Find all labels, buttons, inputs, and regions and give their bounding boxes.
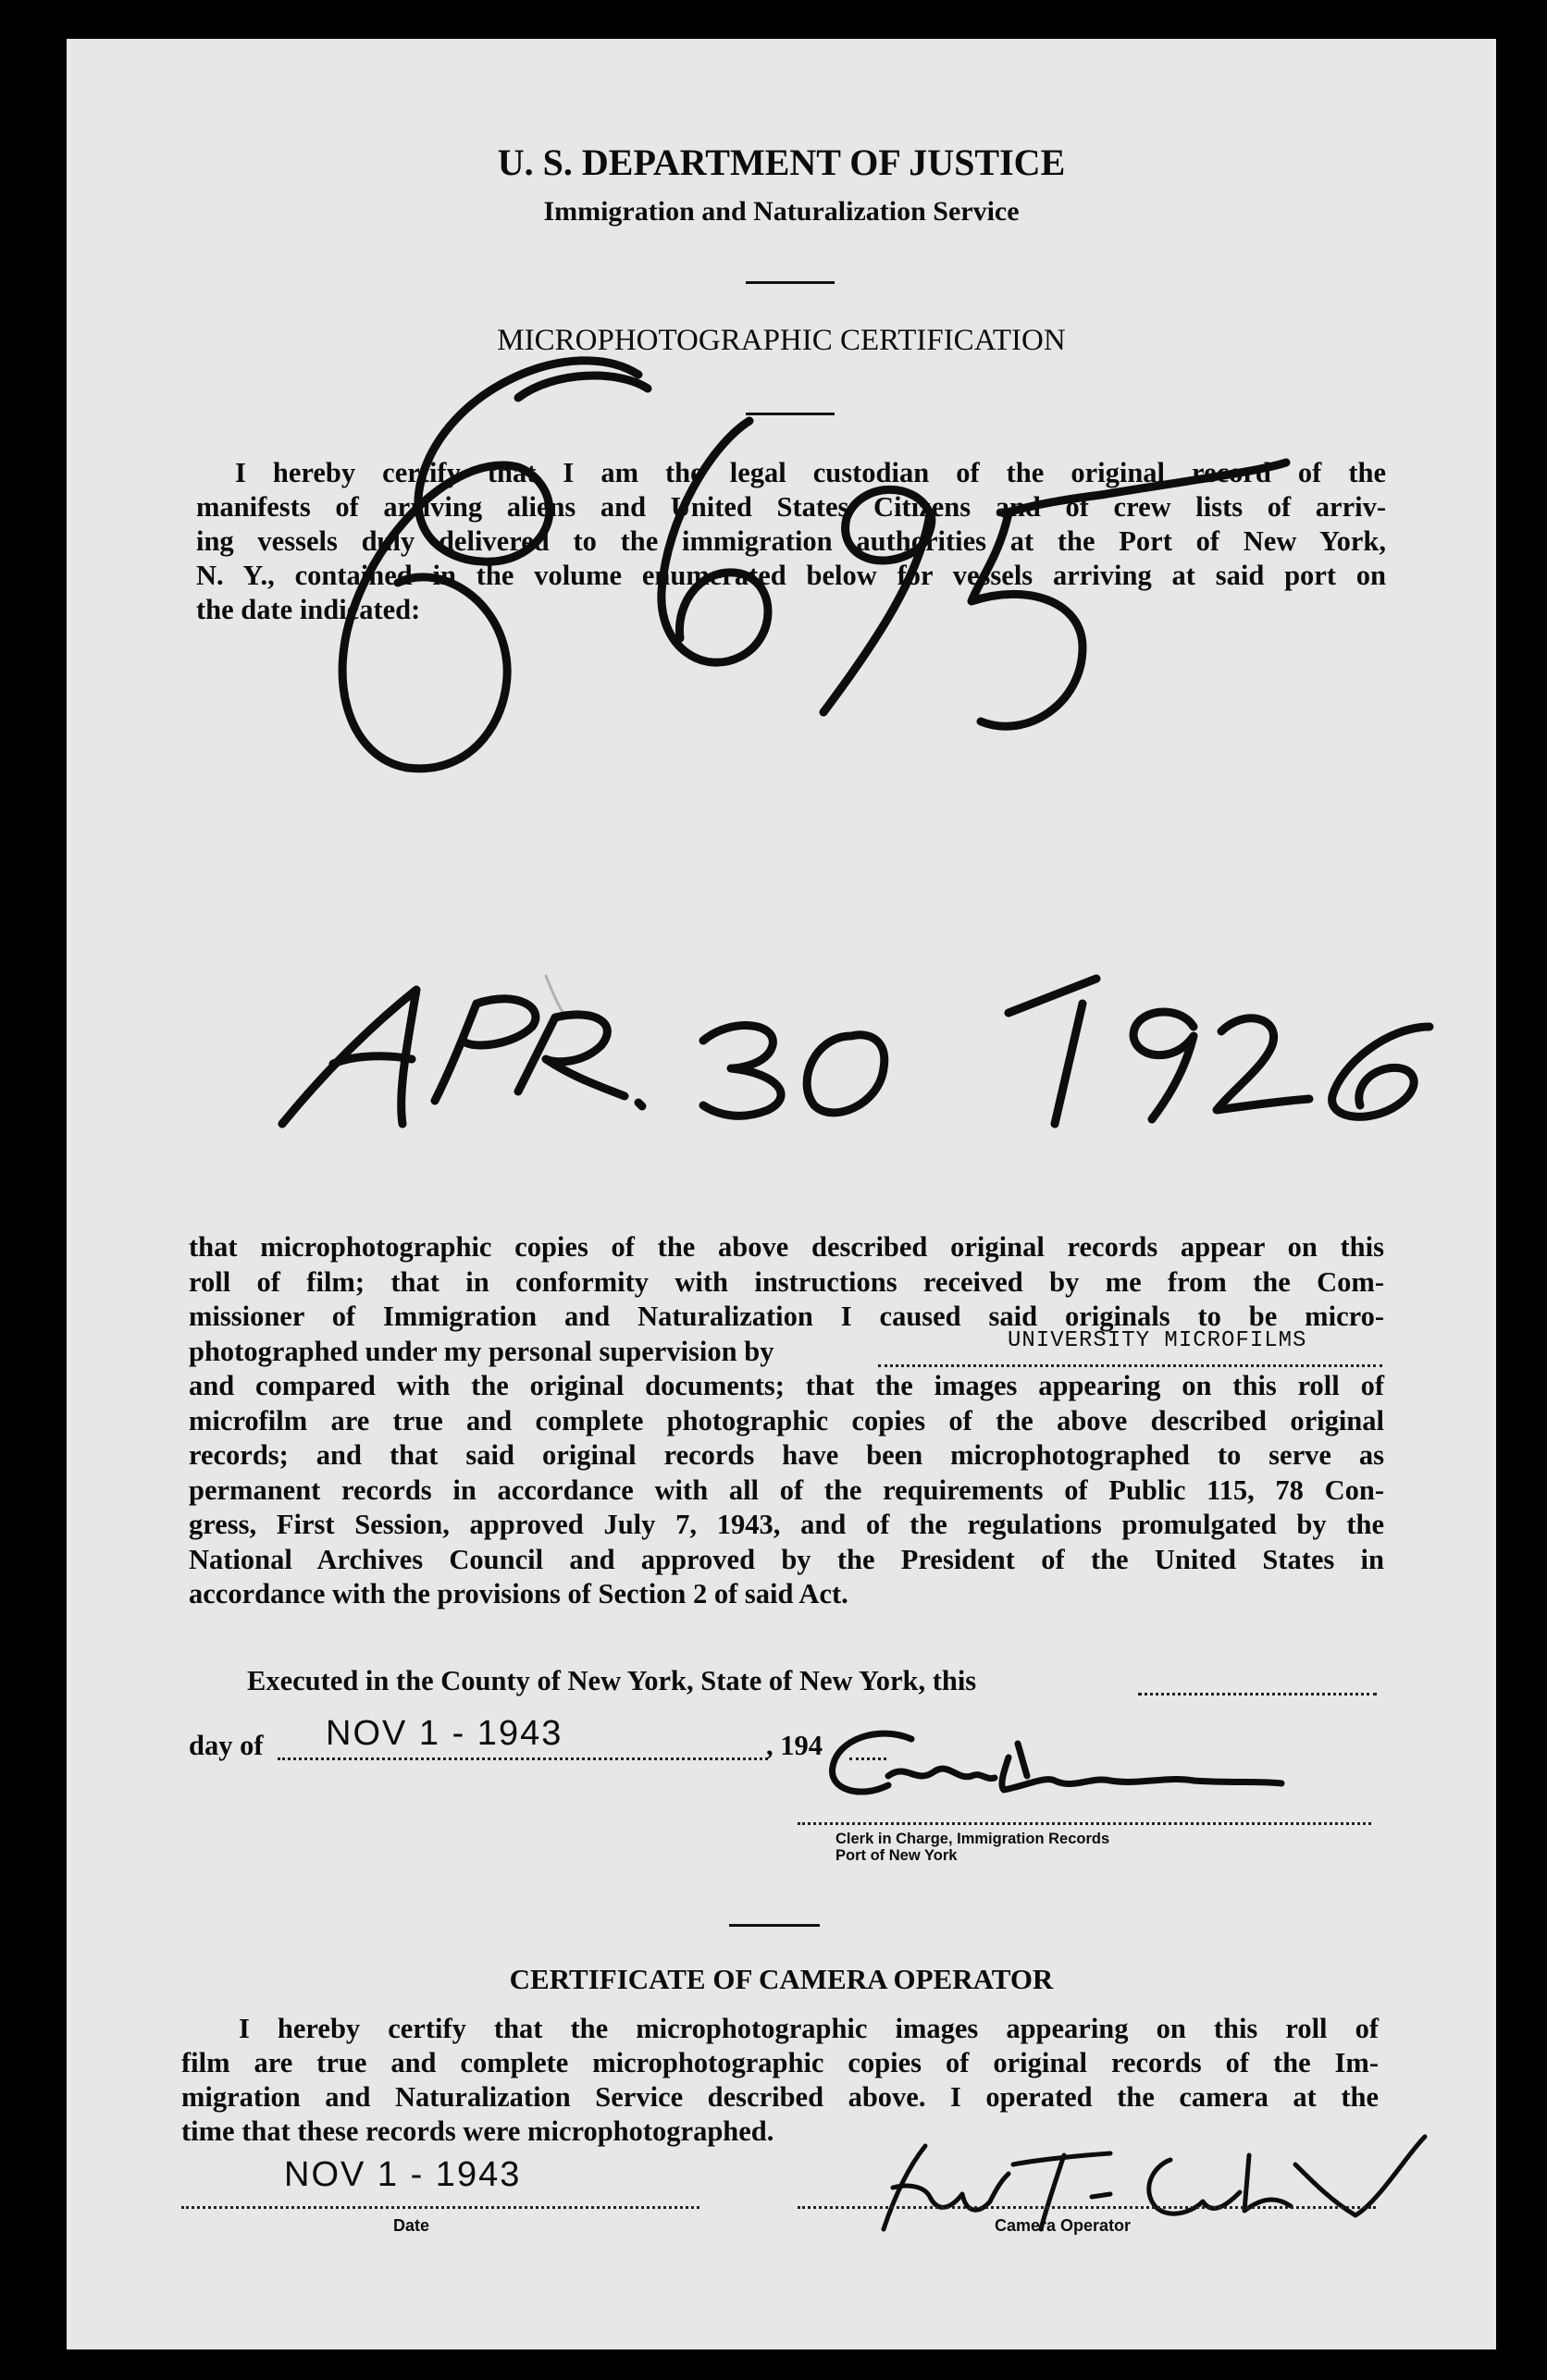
paragraph-line: film are true and complete microphotographic copies of original records of the Im-: [181, 2047, 1379, 2078]
camera-operator-line: [798, 2206, 1376, 2209]
paragraph-line: photographed under my personal supervision by: [189, 1335, 774, 1367]
paragraph-line: migration and Naturalization Service described above. I operated the camera at the: [181, 2081, 1379, 2113]
camera-certificate-title: CERTIFICATE OF CAMERA OPERATOR: [509, 1963, 1054, 1995]
paragraph-line: roll of film; that in conformity with instructions received by me from the Com-: [189, 1265, 1384, 1298]
paragraph-line: N. Y., contained in the volume enumerated below for vessels arriving at said port on: [196, 560, 1386, 591]
paragraph-line: gress, First Session, approved July 7, 1943, and of the regulations promulgated by the: [189, 1509, 1384, 1540]
certification-title: MICROPHOTOGRAPHIC CERTIFICATION: [497, 324, 1066, 357]
service-subheading: Immigration and Naturalization Service: [543, 196, 1020, 227]
day-of-label: day of: [189, 1730, 264, 1761]
executed-date-stamp: NOV 1 - 1943: [326, 1714, 563, 1753]
camera-operator-label: Camera Operator: [995, 2216, 1132, 2235]
paragraph-line: manifests of arriving aliens and United States Citizens and of crew lists of arriv-: [196, 491, 1386, 523]
paragraph-line: that microphotographic copies of the above described original records appear on this: [189, 1231, 1384, 1263]
paragraph-line: and compared with the original documents; that the images appearing on this roll of: [189, 1370, 1384, 1401]
paragraph-line: permanent records in accordance with all of the requirements of Public 115, 78 Con-: [189, 1474, 1384, 1506]
paragraph-line: records; and that said original records have been microphotographed to serve as: [189, 1439, 1384, 1471]
paragraph-line: the date indicated:: [196, 594, 421, 625]
typed-supervisor: UNIVERSITY MICROFILMS: [1008, 1327, 1307, 1353]
paragraph-line: accordance with the provisions of Section 2 of said Act.: [189, 1578, 848, 1609]
clerk-title-line: Port of New York: [835, 1847, 958, 1864]
executed-text: Executed in the County of New York, State of New York, this: [247, 1665, 977, 1696]
paragraph-line: National Archives Council and approved by the President of the United States in: [189, 1543, 1384, 1575]
department-heading: U. S. DEPARTMENT OF JUSTICE: [497, 142, 1066, 183]
paragraph-line: I hereby certify that the microphotographic images appearing on this roll of: [239, 2013, 1379, 2044]
paragraph-line: time that these records were microphotographed.: [181, 2115, 774, 2147]
paragraph-line: microfilm are true and complete photographic copies of the above described original: [189, 1404, 1384, 1437]
paragraph-line: missioner of Immigration and Naturalization I caused said originals to be micro-: [189, 1301, 1384, 1332]
year-prefix: , 194: [766, 1730, 823, 1761]
camera-date-stamp: NOV 1 - 1943: [284, 2155, 522, 2194]
paragraph-line: ing vessels duly delivered to the immigration authorities at the Port of New York,: [196, 525, 1386, 557]
paragraph-line: I hereby certify that I am the legal custodian of the original record of the: [235, 457, 1386, 488]
clerk-title-line: Clerk in Charge, Immigration Records: [835, 1831, 1110, 1847]
date-label: Date: [393, 2216, 430, 2235]
